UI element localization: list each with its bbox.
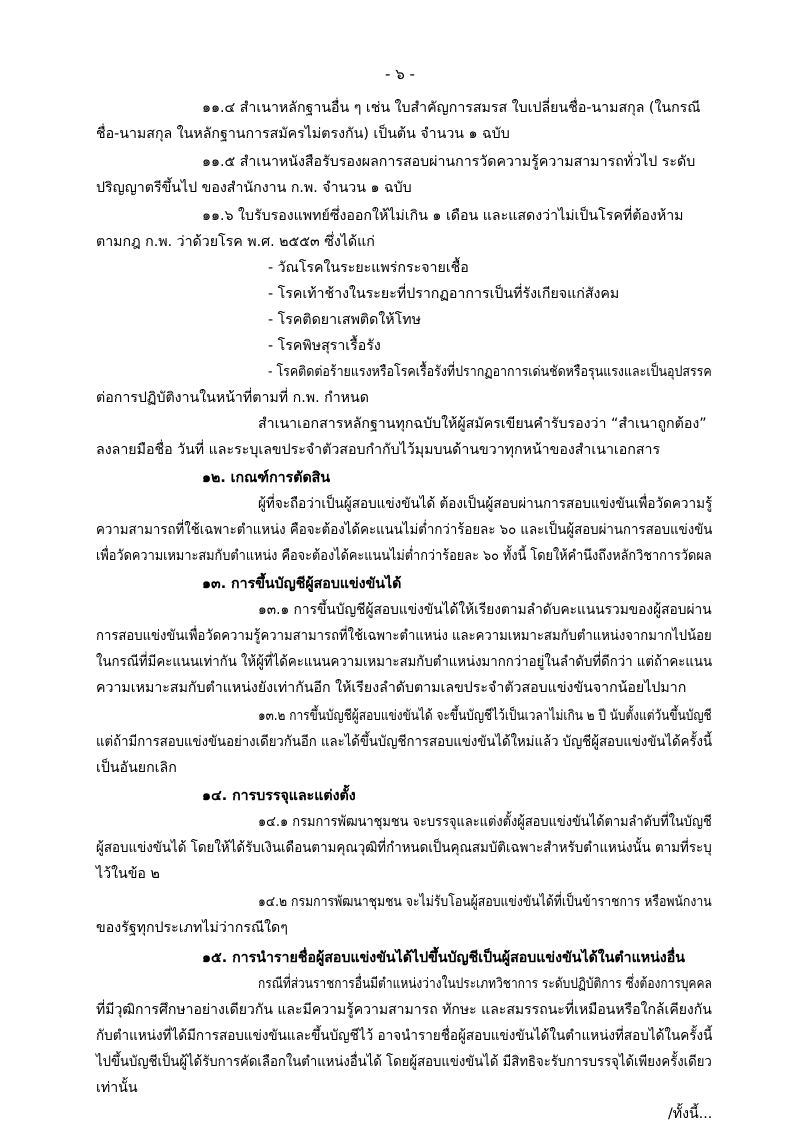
section-13-heading: ๑๓. การขึ้นบัญชีผู้สอบแข่งขันได้	[202, 576, 402, 592]
section-14-1-line-3: ไว้ในข้อ ๒	[96, 866, 160, 882]
section-15-heading: ๑๕. การนำรายชื่อผู้สอบแข่งขันได้ไปขึ้นบัญชีเป็นผู้สอบแข่งขันได้ในตำแหน่งอื่น	[202, 950, 685, 966]
continued-marker: /ทั้งนี้...	[668, 1106, 713, 1122]
disease-item: - โรคเท้าช้างในระยะที่ปรากฏอาการเป็นที่รังเกียจแก่สังคม	[268, 286, 620, 302]
item-11-6-line-2: ตามกฎ ก.พ. ว่าด้วยโรค พ.ศ. ๒๕๕๓ ซึ่งได้แก่	[96, 234, 375, 250]
section-12-heading: ๑๒. เกณฑ์การตัดสิน	[202, 470, 331, 486]
section-14-1-line-2: ผู้สอบแข่งขันได้ โดยให้ได้รับเงินเดือนตามคุณวุฒิที่กำหนดเป็นคุณสมบัติเฉพาะสำหรับตำแหน่งนั้น ตามที่ระบุ	[96, 840, 712, 856]
section-13-1-line-4: ความเหมาะสมกับตำแหน่งยังเท่ากันอีก ให้เรียงลำดับตามเลขประจำตัวสอบแข่งขันจากน้อยไปมาก	[96, 680, 687, 696]
item-11-4-line-1: ๑๑.๔ สำเนาหลักฐานอื่น ๆ เช่น ใบสำคัญการสมรส ใบเปลี่ยนชื่อ-นามสกุล (ในกรณี	[202, 100, 701, 116]
section-13-1-line-1: ๑๓.๑ การขึ้นบัญชีผู้สอบแข่งขันได้ให้เรียงตามลำดับคะแนนรวมของผู้สอบผ่าน	[258, 602, 712, 618]
page-number: - ๖ -	[385, 65, 415, 83]
copy-certification-line-2: ลงลายมือชื่อ วันที่ และระบุเลขประจำตัวสอบกำกับไว้มุมบนด้านขวาทุกหน้าของสำเนาเอกสาร	[96, 442, 661, 458]
disease-item: - โรคพิษสุราเรื้อรัง	[268, 338, 381, 354]
section-13-2-line-2: แต่ถ้ามีการสอบแข่งขันอย่างเดียวกันอีก และได้ขึ้นบัญชีการสอบแข่งขันได้ใหม่แล้ว บัญชีผู้สอบแข่งขันได้ครั้งนี้	[96, 734, 713, 750]
section-14-heading: ๑๔. การบรรจุและแต่งตั้ง	[202, 788, 356, 804]
item-11-5-line-1: ๑๑.๕ สำเนาหนังสือรับรองผลการสอบผ่านการวัดความรู้ความสามารถทั่วไป ระดับ	[202, 154, 696, 170]
section-13-2-line-3: เป็นอันยกเลิก	[96, 760, 177, 776]
section-15-line-3: กับตำแหน่งที่ได้มีการสอบแข่งขันและขึ้นบัญชีไว้ อาจนำรายชื่อผู้สอบแข่งขันได้ในตำแหน่งที่สอบได้ในครั้งนี้	[96, 1028, 713, 1044]
section-14-2-line-2: ของรัฐทุกประเภทไม่ว่ากรณีใดๆ	[96, 920, 288, 936]
section-15-line-2: ที่มีวุฒิการศึกษาอย่างเดียวกัน และมีความรู้ความสามารถ ทักษะ และสมรรถนะที่เหมือนหรือใกล้เคียงกัน	[96, 1002, 712, 1018]
section-15-line-4: ไปขึ้นบัญชีเป็นผู้ได้รับการคัดเลือกในตำแหน่งอื่นได้ โดยผู้สอบแข่งขันได้ มีสิทธิจะรับการบรรจุได้เพียงครั้งเดียว	[96, 1054, 712, 1070]
item-11-4-line-2: ชื่อ-นามสกุล ในหลักฐานการสมัครไม่ตรงกัน) เป็นต้น จำนวน ๑ ฉบับ	[96, 126, 510, 142]
section-14-2-line-1: ๑๔.๒ กรมการพัฒนาชุมชน จะไม่รับโอนผู้สอบแข่งขันได้ที่เป็นข้าราชการ หรือพนักงาน	[258, 894, 712, 910]
section-13-1-line-2: การสอบแข่งขันเพื่อวัดความรู้ความสามารถที่ใช้เฉพาะตำแหน่ง และความเหมาะสมกับตำแหน่งจากมากไปน้อย	[96, 628, 712, 644]
section-12-line-2: ความสามารถที่ใช้เฉพาะตำแหน่ง คือจะต้องได้คะแนนไม่ต่ำกว่าร้อยละ ๖๐ และเป็นผู้สอบผ่านการสอบแข่งขัน	[96, 522, 713, 538]
section-13-2-line-1: ๑๓.๒ การขึ้นบัญชีผู้สอบแข่งขันได้ จะขึ้นบัญชีไว้เป็นเวลาไม่เกิน ๒ ปี นับตั้งแต่วันขึ้นบัญชี	[258, 708, 712, 724]
section-14-1-line-1: ๑๔.๑ กรมการพัฒนาชุมชน จะบรรจุและแต่งตั้งผู้สอบแข่งขันได้ตามลำดับที่ในบัญชี	[258, 814, 712, 830]
disease-continuation: ต่อการปฏิบัติงานในหน้าที่ตามที่ ก.พ. กำหนด	[96, 390, 369, 406]
item-11-6-line-1: ๑๑.๖ ใบรับรองแพทย์ซึ่งออกให้ไม่เกิน ๑ เดือน และแสดงว่าไม่เป็นโรคที่ต้องห้าม	[202, 208, 684, 224]
disease-item: - โรคติดยาเสพติดให้โทษ	[268, 312, 421, 328]
section-15-line-1: กรณีที่ส่วนราชการอื่นมีตำแหน่งว่างในประเภทวิชาการ ระดับปฏิบัติการ ซึ่งต้องการบุคคล	[258, 976, 712, 992]
section-12-line-3: เพื่อวัดความเหมาะสมกับตำแหน่ง คือจะต้องได้คะแนนไม่ต่ำกว่าร้อยละ ๖๐ ทั้งนี้ โดยให้คำนึงถึงหลักวิชาการวัดผล	[96, 548, 712, 564]
section-12-line-1: ผู้ที่จะถือว่าเป็นผู้สอบแข่งขันได้ ต้องเป็นผู้สอบผ่านการสอบแข่งขันเพื่อวัดความรู้	[258, 496, 713, 512]
copy-certification-line-1: สำเนาเอกสารหลักฐานทุกฉบับให้ผู้สมัครเขียนคำรับรองว่า “สำเนาถูกต้อง”	[258, 416, 707, 432]
disease-item: - โรคติดต่อร้ายแรงหรือโรคเรื้อรังที่ปรากฏอาการเด่นชัดหรือรุนแรงและเป็นอุปสรรค	[268, 364, 712, 380]
item-11-5-line-2: ปริญญาตรีขึ้นไป ของสำนักงาน ก.พ. จำนวน ๑ ฉบับ	[96, 180, 412, 196]
disease-item: - วัณโรคในระยะแพร่กระจายเชื้อ	[268, 260, 469, 276]
section-13-1-line-3: ในกรณีที่มีคะแนนเท่ากัน ให้ผู้ที่ได้คะแนนความเหมาะสมกับตำแหน่งมากกว่าอยู่ในลำดับที่ดีกว่า แต่ถ้าคะแนน	[96, 654, 713, 670]
section-15-line-5: เท่านั้น	[96, 1080, 138, 1096]
